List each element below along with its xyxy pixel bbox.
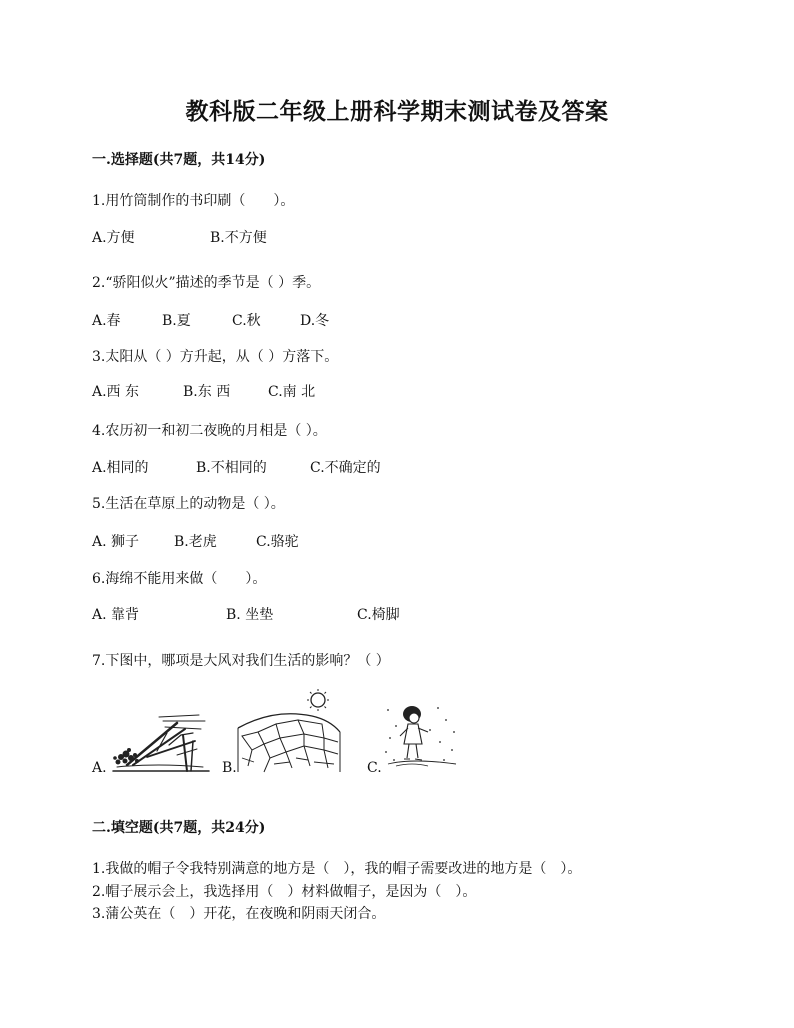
fill-question-2: 2.帽子展示会上，我选择用（ ）材料做帽子，是因为（ ）。 xyxy=(92,884,477,900)
fill-question-3: 3.蒲公英在（ ）开花，在夜晚和阴雨天闭合。 xyxy=(92,906,386,922)
q5-option-c: C.骆驼 xyxy=(256,534,299,550)
question-6: 6.海绵不能用来做（ ）。 xyxy=(92,571,267,587)
q2-option-d: D.冬 xyxy=(300,313,330,329)
drought-ground-icon xyxy=(234,688,344,774)
q3-option-a: A.西 东 xyxy=(92,384,140,400)
q2-option-c: C.秋 xyxy=(232,313,261,329)
page-title: 教科版二年级上册科学期末测试卷及答案 xyxy=(185,98,609,125)
q3-option-c: C.南 北 xyxy=(268,384,316,400)
fill-question-1: 1.我做的帽子令我特别满意的地方是（ ），我的帽子需要改进的地方是（ ）。 xyxy=(92,861,582,877)
q2-option-a: A.春 xyxy=(92,313,121,329)
q5-option-b: B.老虎 xyxy=(174,534,217,550)
question-5: 5.生活在草原上的动物是（ ）。 xyxy=(92,496,285,512)
q2-option-b: B.夏 xyxy=(162,313,191,329)
q3-option-b: B.东 西 xyxy=(183,384,231,400)
question-1: 1.用竹筒制作的书印刷（ ）。 xyxy=(92,193,295,209)
section-heading-choice: 一.选择题(共7题，共14分) xyxy=(92,152,266,168)
q7-option-b-label: B. xyxy=(222,760,237,776)
q5-option-a: A. 狮子 xyxy=(92,534,140,550)
question-7: 7.下图中，哪项是大风对我们生活的影响？（ ） xyxy=(92,653,390,669)
q7-option-a-image xyxy=(107,705,211,775)
q7-option-c-image xyxy=(382,702,462,770)
question-4: 4.农历初一和初二夜晚的月相是（ ）。 xyxy=(92,423,327,439)
q6-option-a: A. 靠背 xyxy=(92,607,140,623)
q6-option-b: B. 坐垫 xyxy=(226,607,274,623)
q7-option-a-label: A. xyxy=(92,760,107,776)
question-3: 3.太阳从（ ）方升起，从（ ）方落下。 xyxy=(92,349,339,365)
q1-option-a: A.方便 xyxy=(92,230,135,246)
q7-option-b-image xyxy=(234,688,344,774)
q4-option-c: C.不确定的 xyxy=(310,460,381,476)
windblown-trees-icon xyxy=(107,705,211,775)
q4-option-b: B.不相同的 xyxy=(196,460,267,476)
question-2: 2.“骄阳似火”描述的季节是（ ）季。 xyxy=(92,275,321,291)
q4-option-a: A.相同的 xyxy=(92,460,149,476)
q7-option-c-label: C. xyxy=(367,760,382,776)
child-in-rain-icon xyxy=(382,702,462,770)
q1-option-b: B.不方便 xyxy=(210,230,267,246)
section-heading-fill: 二.填空题(共7题，共24分) xyxy=(92,820,266,836)
q6-option-c: C.椅脚 xyxy=(357,607,400,623)
